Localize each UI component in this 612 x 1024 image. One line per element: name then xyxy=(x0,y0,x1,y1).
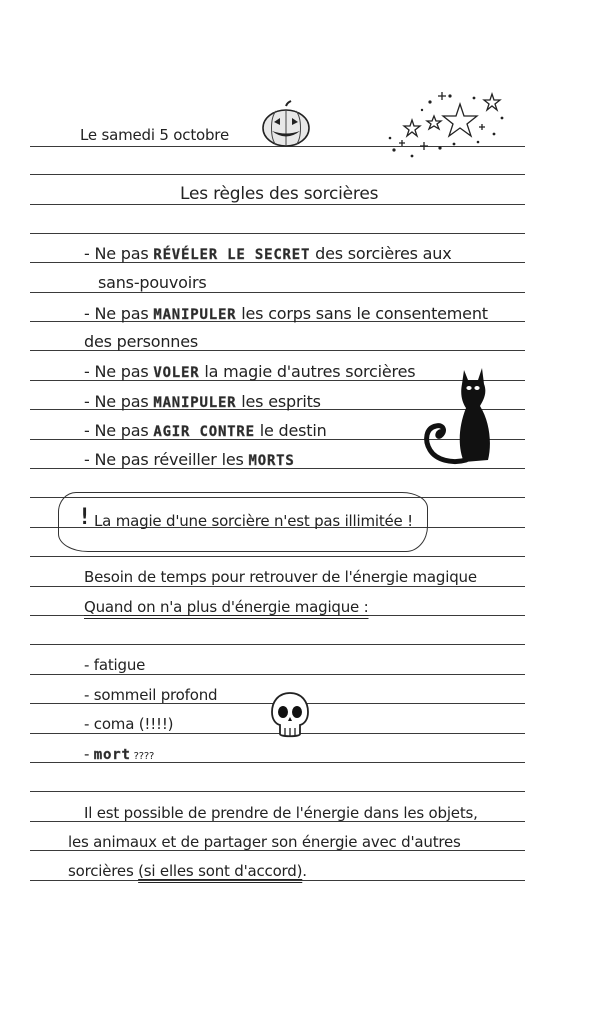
ruled-line xyxy=(30,233,525,234)
rule-item: - Ne pas VOLER la magie d'autres sorcières xyxy=(84,362,416,381)
ruled-line xyxy=(30,174,525,175)
skull-icon xyxy=(268,690,312,740)
pumpkin-icon xyxy=(260,100,312,148)
warning-text: La magie d'une sorcière n'est pas illimitée ! xyxy=(94,512,413,530)
cat-icon xyxy=(418,364,496,468)
energy-heading: Quand on n'a plus d'énergie magique : xyxy=(84,598,369,616)
rule-emphasis: AGIR CONTRE xyxy=(153,424,255,440)
rule-continuation: sans-pouvoirs xyxy=(98,273,207,292)
effect-item: - sommeil profond xyxy=(84,686,218,704)
effect-item: - fatigue xyxy=(84,656,146,674)
ruled-line xyxy=(30,204,525,205)
ruled-line xyxy=(30,791,525,792)
entry-date: Le samedi 5 octobre xyxy=(80,126,229,144)
rule-emphasis: RÉVÉLER LE SECRET xyxy=(153,247,311,263)
closing-line: sorcières (si elles sont d'accord). xyxy=(68,862,307,880)
rule-emphasis: MANIPULER xyxy=(153,307,237,323)
ruled-line xyxy=(30,880,525,881)
rule-item: - Ne pas MANIPULER les corps sans le consentement xyxy=(84,304,488,323)
closing-line: les animaux et de partager son énergie avec d'autres xyxy=(68,833,461,851)
ruled-line xyxy=(30,674,525,675)
energy-line: Besoin de temps pour retrouver de l'énergie magique xyxy=(84,568,477,586)
effect-emphasis: mort xyxy=(93,747,131,763)
rule-item: - Ne pas AGIR CONTRE le destin xyxy=(84,421,327,440)
rule-item: - Ne pas RÉVÉLER LE SECRET des sorcières aux xyxy=(84,244,452,263)
effect-item: - coma (!!!!) xyxy=(84,715,174,733)
rule-continuation: des personnes xyxy=(84,332,198,351)
ruled-line xyxy=(30,556,525,557)
rule-emphasis: MORTS xyxy=(248,453,295,469)
stars-icon xyxy=(382,90,512,162)
rule-item: - Ne pas réveiller les MORTS xyxy=(84,450,295,469)
page-title: Les règles des sorcières xyxy=(180,184,379,204)
ruled-line xyxy=(30,644,525,645)
closing-line: Il est possible de prendre de l'énergie dans les objets, xyxy=(84,804,478,822)
ruled-line xyxy=(30,292,525,293)
rule-emphasis: MANIPULER xyxy=(153,395,237,411)
rule-emphasis: VOLER xyxy=(153,365,200,381)
rule-item: - Ne pas MANIPULER les esprits xyxy=(84,392,321,411)
warning-mark: ! xyxy=(78,505,92,530)
ruled-line xyxy=(30,586,525,587)
effect-item: - mort ???? xyxy=(84,745,155,763)
closing-underlined: (si elles sont d'accord) xyxy=(138,862,303,880)
